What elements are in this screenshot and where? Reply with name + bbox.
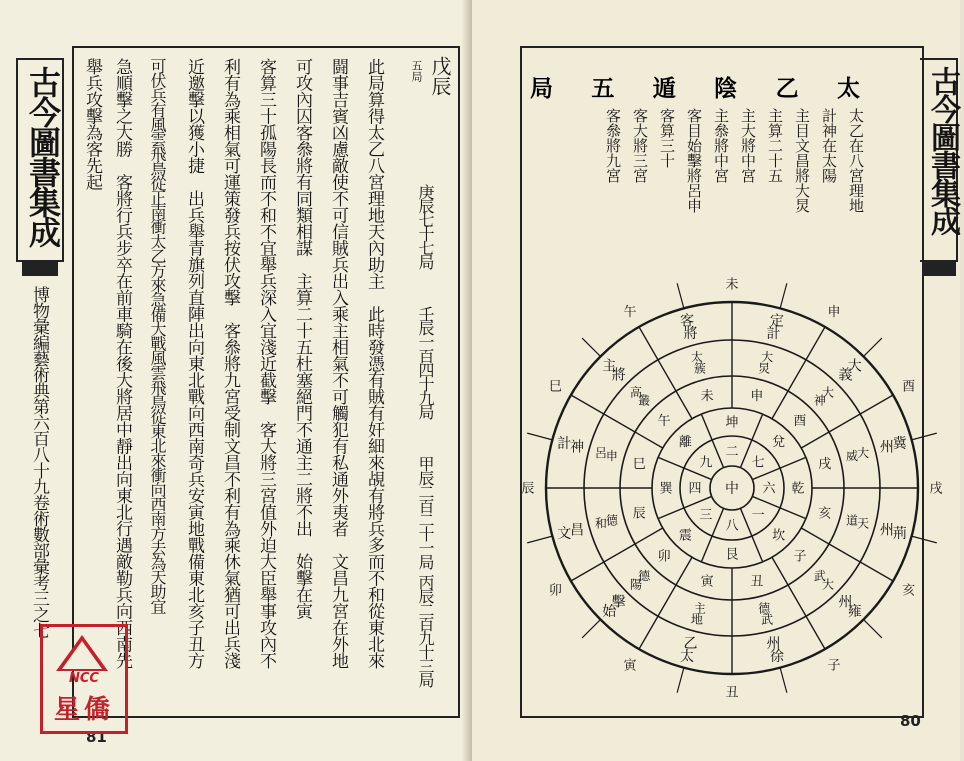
diagram-palace-number: 一 bbox=[751, 507, 765, 523]
diagram-outer-tick bbox=[527, 433, 552, 440]
diagram-palace-number: 三 bbox=[699, 507, 713, 523]
diagram-trigram: 兌 bbox=[772, 435, 786, 451]
diagram-spirit: 和 bbox=[594, 516, 607, 531]
right-page-number: 80 bbox=[900, 712, 921, 730]
info-column: 主目文昌將大炅 bbox=[793, 108, 811, 213]
diagram-outer-label: 午 bbox=[623, 305, 637, 321]
diagram-spirit: 地 bbox=[690, 612, 703, 627]
diagram-spirit: 陽 bbox=[630, 577, 643, 592]
diagram-outer-label: 寅 bbox=[623, 658, 637, 674]
diagram-spirit: 神 bbox=[813, 393, 826, 408]
taiyi-diagram bbox=[472, 277, 960, 710]
headnote-item: 壬辰一百四十九局 bbox=[416, 306, 435, 418]
diagram-spirit: 太 bbox=[690, 350, 703, 365]
right-running-title: 古今圖書集成 bbox=[925, 66, 960, 234]
info-column: 客目始擊將呂申 bbox=[685, 108, 703, 213]
left-page bbox=[0, 0, 472, 761]
diagram-outer-tick bbox=[912, 433, 937, 440]
diagram-general: 乙 bbox=[683, 635, 698, 652]
diagram-outer-label: 申 bbox=[827, 305, 841, 321]
diagram-branch: 戌 bbox=[818, 456, 832, 472]
diagram-trigram: 乾 bbox=[791, 481, 805, 497]
body-column-3: 可攻內囚客叅將有同類相謀 主算二十五杜塞絕門不通主二將不出 始擊在寅 bbox=[292, 58, 312, 619]
diagram-outer-label: 亥 bbox=[902, 583, 916, 599]
diagram-general: 主 bbox=[602, 358, 617, 375]
diagram-outer-label: 戌 bbox=[929, 481, 943, 497]
diagram-branch: 未 bbox=[700, 388, 714, 404]
left-page-number: 81 bbox=[86, 728, 107, 746]
body-column-9: 舉兵攻擊為客先起 bbox=[82, 58, 102, 190]
info-column: 客算三十 bbox=[658, 108, 676, 168]
diagram-general: 冀 bbox=[892, 436, 907, 453]
diagram-spirit: 天 bbox=[857, 516, 870, 531]
diagram-spirit: 德 bbox=[605, 513, 618, 528]
diagram-outer-tick bbox=[677, 668, 684, 693]
diagram-spirit: 叢 bbox=[638, 393, 651, 408]
diagram-trigram: 坎 bbox=[772, 528, 786, 544]
diagram-outer-tick bbox=[582, 620, 600, 638]
diagram-general: 雍 bbox=[847, 603, 862, 620]
body-column-7: 可伏兵有風雲飛鳥從正南衝太乙方來急備大戰風雲飛鳥從東北來衝向西南方去為天助宜 bbox=[148, 58, 167, 613]
diagram-branch: 巳 bbox=[632, 456, 646, 472]
diagram-general: 徐 bbox=[769, 648, 784, 665]
headnote-ju-suffix: 五局 bbox=[410, 60, 423, 82]
body-column-1: 此局算得太乙八宮理地天內助主 此時發憑有賊有奸細來覘有將兵多而不和從東北來 bbox=[364, 58, 384, 669]
info-column: 客大將三宮 bbox=[631, 108, 649, 183]
body-column-8: 急順擊之大勝 客將行兵步卒在前車騎在後大將居中靜出向東北行遇敵勒兵向西南先 bbox=[112, 58, 132, 669]
diagram-general: 義 bbox=[838, 367, 853, 384]
diagram-branch: 申 bbox=[750, 388, 764, 404]
diagram-outer-label: 未 bbox=[725, 277, 739, 293]
diagram-outer-label: 子 bbox=[827, 658, 841, 674]
heading-char: 遁 bbox=[652, 75, 676, 102]
diagram-general: 擊 bbox=[611, 594, 626, 611]
diagram-outer-tick bbox=[864, 338, 882, 356]
diagram-trigram: 震 bbox=[678, 528, 692, 544]
diagram-palace-number: 四 bbox=[688, 481, 702, 497]
heading-char: 乙 bbox=[775, 75, 799, 102]
diagram-outer-label: 酉 bbox=[902, 379, 916, 395]
diagram-outer-label: 辰 bbox=[521, 481, 535, 497]
ornament-bar-right bbox=[924, 262, 956, 276]
diagram-outer-label: 巳 bbox=[548, 379, 562, 395]
diagram-palace-number: 九 bbox=[699, 455, 713, 471]
diagram-spirit: 簇 bbox=[693, 361, 706, 376]
diagram-outer-tick bbox=[780, 668, 787, 693]
diagram-general: 始 bbox=[602, 603, 617, 620]
diagram-trigram: 離 bbox=[678, 435, 692, 451]
diagram-palace-number: 七 bbox=[751, 455, 765, 471]
diagram-spirit: 武 bbox=[813, 569, 826, 584]
diagram-spirit: 大 bbox=[761, 350, 774, 365]
heading-row bbox=[530, 70, 860, 110]
heading-char: 局 bbox=[530, 75, 553, 102]
diagram-spirit: 道 bbox=[846, 513, 859, 528]
info-column: 主算二十五 bbox=[766, 108, 784, 183]
diagram-spirit: 德 bbox=[638, 569, 651, 584]
diagram-branch: 寅 bbox=[700, 574, 714, 590]
stamp-name: 星僑 bbox=[53, 695, 114, 725]
diagram-trigram: 坤 bbox=[725, 415, 739, 431]
diagram-outer-tick bbox=[912, 536, 937, 543]
diagram-general: 客 bbox=[680, 313, 695, 330]
body-column-2: 闘事吉賓凶慮敵使不可信賊兵出入乘主相氣不可觸犯有私通外夷者 文昌九宮在外地 bbox=[328, 58, 348, 669]
stamp-mark: NCC bbox=[69, 671, 99, 686]
heading-text bbox=[530, 70, 860, 103]
heading-char: 太 bbox=[836, 75, 860, 102]
headnote-item: 甲辰二百二十一局 bbox=[416, 456, 435, 568]
diagram-spirit: 大 bbox=[857, 446, 870, 461]
diagram-spirit: 申 bbox=[605, 449, 618, 464]
info-column: 太乙在八宮理地 bbox=[847, 108, 865, 213]
diagram-spirit: 高 bbox=[630, 385, 643, 400]
diagram-general: 神 bbox=[570, 439, 585, 456]
diagram-general: 將 bbox=[683, 326, 698, 343]
diagram-spirit: 呂 bbox=[594, 446, 607, 461]
diagram-branch: 丑 bbox=[750, 574, 764, 590]
diagram-general: 州 bbox=[766, 635, 781, 652]
right-page bbox=[472, 0, 960, 761]
info-columns bbox=[578, 108, 868, 308]
diagram-general: 太 bbox=[680, 648, 695, 665]
diagram-general: 州 bbox=[879, 522, 894, 539]
diagram-palace-number: 六 bbox=[762, 481, 776, 497]
left-running-title: 古今圖書集成 bbox=[24, 66, 62, 246]
diagram-spirit: 大 bbox=[821, 577, 834, 592]
diagram-general: 州 bbox=[879, 439, 894, 456]
diagram-outer-label: 卯 bbox=[548, 583, 562, 599]
collector-stamp bbox=[40, 624, 128, 734]
diagram-spirit: 大 bbox=[821, 385, 834, 400]
ornament-bar bbox=[22, 262, 58, 276]
diagram-branch: 辰 bbox=[632, 506, 646, 522]
diagram-general: 州 bbox=[838, 594, 853, 611]
diagram-spirit: 主 bbox=[693, 601, 706, 616]
diagram-general: 計 bbox=[557, 436, 572, 453]
diagram-spirit: 武 bbox=[761, 612, 774, 627]
left-headnote bbox=[402, 56, 450, 706]
diagram-general: 昌 bbox=[570, 522, 585, 539]
info-column: 客叅將九宮 bbox=[604, 108, 622, 183]
diagram-branch: 亥 bbox=[818, 506, 832, 522]
diagram-branch: 酉 bbox=[793, 413, 807, 429]
diagram-general: 定 bbox=[769, 313, 784, 330]
left-side-note: 博物彙編藝術典第六百八十九卷術數部彙考三之七 bbox=[29, 286, 49, 638]
diagram-general: 將 bbox=[611, 367, 626, 384]
diagram-trigram: 艮 bbox=[725, 547, 739, 563]
diagram-general: 大 bbox=[847, 358, 862, 375]
info-column: 主大將中宮 bbox=[739, 108, 757, 183]
diagram-trigram: 巽 bbox=[659, 481, 673, 497]
body-column-4: 客算三十孤陽長而不和不宜舉兵深入宜淺近截擊 客大將三宮值外迫大臣舉事攻內不 bbox=[256, 58, 276, 669]
heading-char: 五 bbox=[591, 75, 615, 102]
headnote-item: 丙辰二百九十三局 bbox=[416, 574, 435, 686]
diagram-palace-number: 二 bbox=[725, 444, 739, 460]
diagram-general: 文 bbox=[557, 525, 572, 542]
diagram-outer-tick bbox=[864, 620, 882, 638]
diagram-outer-label: 丑 bbox=[725, 685, 739, 701]
info-column: 主叅將中宮 bbox=[712, 108, 730, 183]
diagram-branch: 午 bbox=[657, 413, 671, 429]
headnote-item: 庚辰七十七局 bbox=[416, 184, 435, 268]
diagram-outer-tick bbox=[582, 338, 600, 356]
diagram-outer-tick bbox=[527, 536, 552, 543]
diagram-branch: 卯 bbox=[657, 549, 671, 565]
info-column: 計神在太陽 bbox=[820, 108, 838, 183]
body-column-6: 近邀擊以獲小捷 出兵舉青旗列直陣出向東北戰向西南奇兵安寅地戰備東北亥子丑方 bbox=[184, 58, 204, 669]
diagram-general: 荊 bbox=[892, 525, 907, 542]
diagram-spirit: 德 bbox=[758, 601, 771, 616]
headnote-ju: 戊辰 bbox=[428, 56, 452, 96]
heading-char: 陰 bbox=[714, 75, 738, 102]
diagram-center: 中 bbox=[725, 481, 739, 498]
diagram-spirit: 威 bbox=[846, 449, 859, 464]
diagram-branch: 子 bbox=[793, 549, 807, 565]
diagram-palace-number: 八 bbox=[725, 518, 739, 534]
diagram-general: 計 bbox=[766, 326, 781, 343]
diagram-spirit: 炅 bbox=[758, 361, 771, 376]
body-column-5: 利有為乘相氣可運策發兵按伏攻擊 客叅將九宮受制文昌不利有為乘休氣猶可出兵淺 bbox=[220, 58, 240, 669]
